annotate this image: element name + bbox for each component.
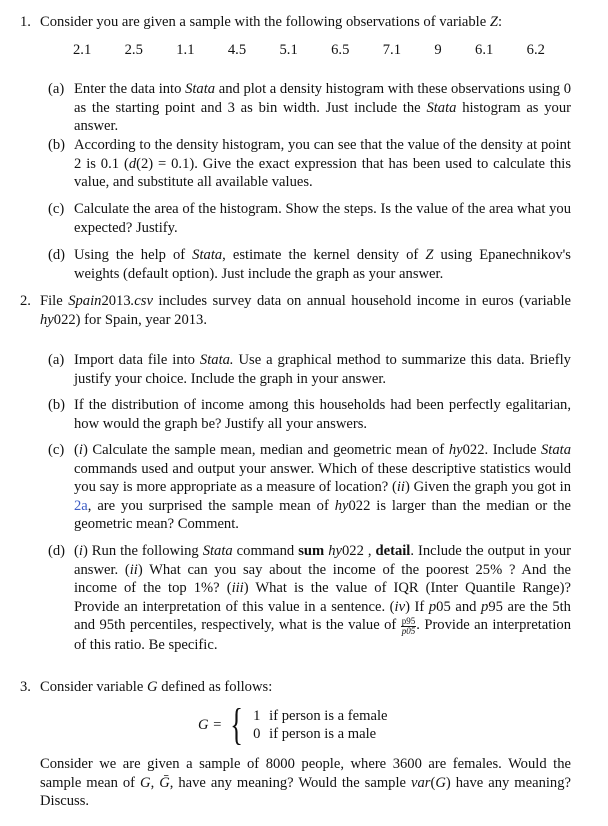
text-run: If the distribution of income among this households had been perfectly egalitarian, how would the graph be? Justify all your answers. xyxy=(74,397,571,432)
question-3-body xyxy=(40,755,571,811)
text-run: var xyxy=(410,774,431,791)
text-run: , xyxy=(150,774,160,791)
text-run: ii xyxy=(396,479,405,496)
text-run: ) If xyxy=(405,598,429,615)
question-3-intro xyxy=(40,678,571,697)
text-run: Consider we are given a sample of 8000 people, where 3600 are females. Would the sample mean of xyxy=(40,756,571,791)
text-run: 022) for Spain, year 2013. xyxy=(53,311,207,328)
text-run: commands used and output your answer. Which of these descriptive statistics would you say is more appropriate as a measure of location? ( xyxy=(74,460,571,496)
text-run: Stata xyxy=(541,442,571,458)
question-1c xyxy=(74,200,571,237)
text-run: hy xyxy=(328,543,342,559)
text-run: Stata. xyxy=(199,352,234,368)
question-2-number: 2. xyxy=(20,293,31,309)
text-run: ( xyxy=(430,774,436,791)
text-run: p xyxy=(481,598,489,615)
text-run: hy xyxy=(334,497,349,514)
text-run: Import data file into xyxy=(74,352,200,368)
text-run: ( xyxy=(74,442,79,458)
part-label: (a) xyxy=(48,81,65,97)
case-condition: if person is a male xyxy=(269,726,377,742)
text-run: 95 are the 5th and 95th percentiles, respectively, what is the value of xyxy=(74,598,571,634)
question-1-intro xyxy=(40,13,575,32)
text-run: Enter the data into xyxy=(74,81,186,97)
text-run: defined as follows: xyxy=(157,679,273,695)
text-run: According to the density histogram, you can see that the value of the density at point 2 is 0.1 ( xyxy=(74,137,571,172)
observation: 6.5 xyxy=(331,42,350,58)
text-run: . Include the output in your answer. ( xyxy=(74,543,571,578)
observation: 9 xyxy=(434,42,442,58)
text-run: using Epanechnikov's weights (default option). Just include the graph as your answer. xyxy=(74,247,571,282)
observation: 6.1 xyxy=(475,42,494,58)
text-run: Stata xyxy=(426,99,457,116)
text-run: Spain xyxy=(68,293,102,309)
text-run: i xyxy=(78,442,83,458)
text-run: File xyxy=(40,293,69,309)
question-2a xyxy=(74,351,571,388)
text-run: (2) = 0.1). Give the exact expression that has been used to calculate this value, and substitute all available values. xyxy=(74,155,572,191)
text-run: includes survey data on annual household income in euros (variable xyxy=(152,293,571,309)
text-run: ) Given the graph you got in xyxy=(404,479,571,496)
text-run: iii xyxy=(231,580,244,597)
text-run: , estimate the kernel density of xyxy=(222,247,426,263)
part-label: (d) xyxy=(48,247,66,263)
question-3-number: 3. xyxy=(20,679,31,695)
text-run: Ḡ xyxy=(159,774,170,791)
observation: 6.2 xyxy=(526,42,545,58)
text-run: , are you surprised the sample mean of xyxy=(87,497,335,514)
observation: 2.5 xyxy=(124,42,143,58)
piecewise-equation xyxy=(198,700,388,749)
observation: 5.1 xyxy=(279,42,298,58)
left-brace: { xyxy=(230,700,243,749)
text-run: 022. Include xyxy=(462,442,541,458)
text-run: ) Calculate the sample mean, median and geometric mean of xyxy=(82,442,449,458)
text-run: ) What is the value of IQR (Inter Quantile Range)? Provide an interpretation of this value in a sentence. ( xyxy=(74,580,571,615)
case-value: 0 xyxy=(253,726,261,742)
text-run: .csv xyxy=(130,293,153,309)
text-run: and plot a density histogram with these observations using 0 as the starting point and 3 as bin width. Just include the xyxy=(74,81,571,116)
question-2d xyxy=(74,542,571,655)
text-run: i xyxy=(78,543,83,559)
text-run: Stata xyxy=(185,81,216,97)
text-run: Using the help of xyxy=(74,247,193,263)
cross-reference-link[interactable]: 2a xyxy=(74,497,88,514)
text-run: p xyxy=(428,598,437,615)
question-1-number: 1. xyxy=(20,14,31,30)
text-run: Calculate the area of the histogram. Show the steps. Is the value of the area what you expected? Justify. xyxy=(74,201,571,236)
question-2c xyxy=(74,441,571,534)
observation: 2.1 xyxy=(73,42,92,58)
question-2b xyxy=(74,396,571,433)
equation-cases xyxy=(253,707,387,743)
question-1d xyxy=(74,246,571,283)
part-label: (b) xyxy=(48,397,66,413)
question-2-intro xyxy=(40,292,571,329)
text-run: G xyxy=(147,679,158,695)
observation: 4.5 xyxy=(227,42,247,58)
text-run: G xyxy=(140,774,151,791)
part-label: (c) xyxy=(48,442,65,458)
text-run: 022 , xyxy=(341,543,376,559)
text-run: Use a graphical method to summarize this data. Briefly justify your choice. Include the graph in your answer. xyxy=(74,352,571,387)
text-run: command xyxy=(232,543,299,559)
case-value: 1 xyxy=(253,708,261,724)
observation: 7.1 xyxy=(382,42,401,58)
text-run: 2013 xyxy=(101,293,131,309)
text-run: ) have any meaning? Discuss. xyxy=(40,774,571,810)
question-1a xyxy=(74,80,571,136)
text-run: Stata xyxy=(202,543,233,559)
text-run: Z xyxy=(425,247,434,263)
text-run: 05 and xyxy=(436,598,482,615)
part-label: (d) xyxy=(48,543,66,559)
part-label: (a) xyxy=(48,352,65,368)
text-run: histogram as your answer. xyxy=(74,99,571,135)
equation-case xyxy=(253,725,387,743)
text-run: 022 is larger than the median or the geometric mean? Comment. xyxy=(74,497,572,533)
text-run: Stata xyxy=(192,247,223,263)
text-run: hy xyxy=(40,311,54,328)
fraction: $\frac{p95}{p05}$ xyxy=(401,616,416,637)
text-run: . Provide an interpretation of this ratio. Be specific. xyxy=(74,617,571,654)
text-run: sum xyxy=(298,543,325,559)
equation-lhs: G = xyxy=(198,716,223,733)
text-run: ( xyxy=(74,543,79,559)
part-label: (c) xyxy=(48,201,65,217)
text-run: Consider variable xyxy=(40,679,147,695)
text-run: d xyxy=(128,155,137,172)
text-run: ) What can you say about the income of the poorest 25% ? And the income of the top 1%? ( xyxy=(74,561,571,597)
text-run: ) Run the following xyxy=(82,543,203,559)
question-1b xyxy=(74,136,571,192)
text-run: Consider you are given a sample with the following observations of variable xyxy=(40,14,490,30)
part-label: (b) xyxy=(48,137,66,153)
text-run: iv xyxy=(394,598,406,615)
case-condition: if person is a female xyxy=(269,708,388,724)
text-run: : xyxy=(498,14,503,30)
observation: 1.1 xyxy=(176,42,195,58)
text-run: Z xyxy=(489,14,498,30)
observations-row xyxy=(73,41,545,60)
equation-case xyxy=(253,707,387,725)
text-run: , have any meaning? Would the sample xyxy=(169,774,411,791)
text-run: hy xyxy=(448,442,463,458)
text-run: ii xyxy=(129,561,138,578)
text-run: G xyxy=(435,774,446,791)
text-run: detail xyxy=(375,543,411,559)
